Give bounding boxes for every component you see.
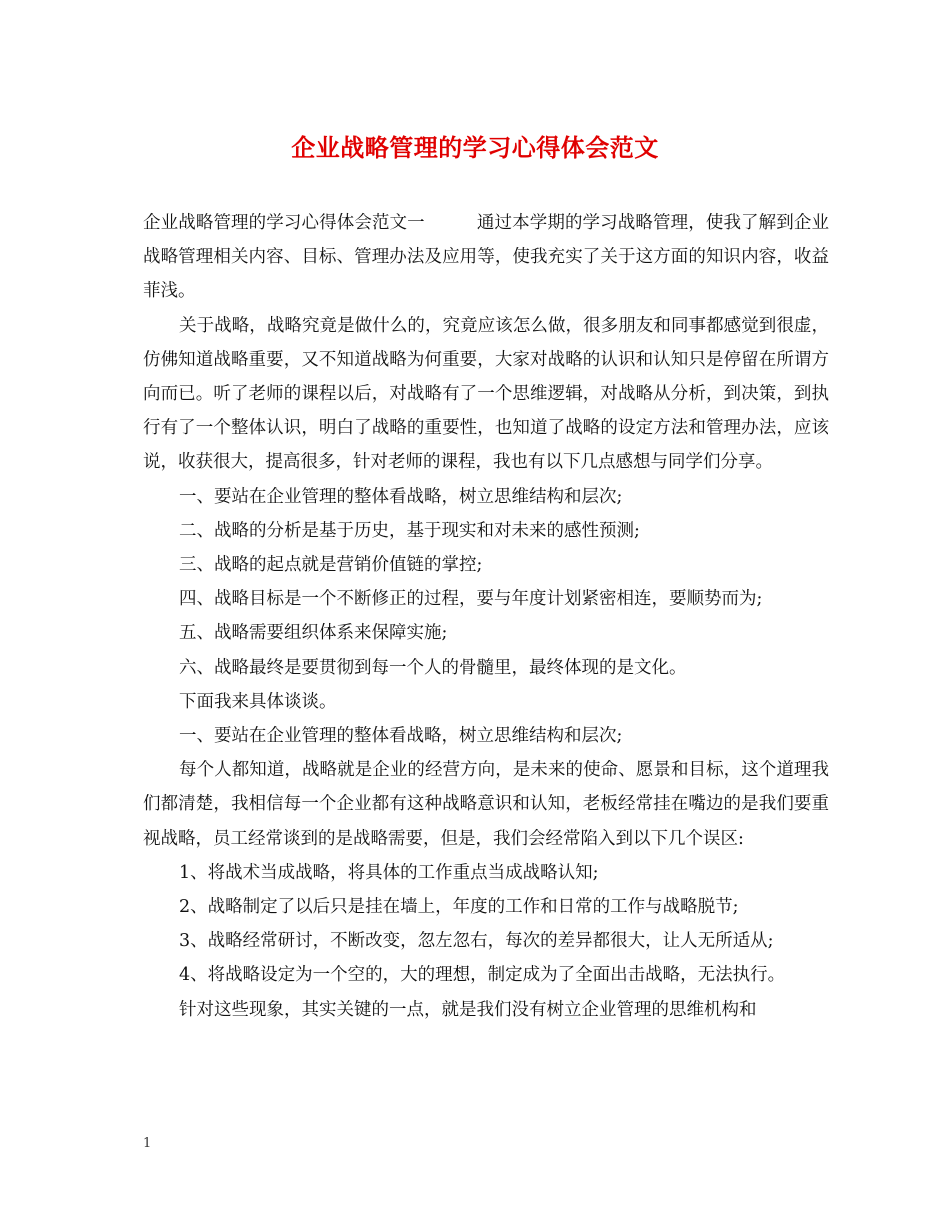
intro-text: 通过本学期的学习战略管理，使我了解到企业战略管理相关内容、目标、管理办法及应用等，使我充实了关于这方面的知识内容，收益菲浅。 [143,213,830,302]
list-item-misconception-1: 1、将战术当成战略，将具体的工作重点当成战略认知; [179,862,599,883]
list-item-misconception-3: 3、战略经常研讨，不断改变，忽左忽右，每次的差异都很大，让人无所适从; [179,931,774,952]
list-item-point-5: 五、战略需要组织体系来保障实施; [179,623,448,644]
list-item-point-6: 六、战略最终是要贯彻到每一个人的骨髓里，最终体现的是文化。 [179,657,687,678]
document-body [143,206,829,1027]
paragraph-key-point: 针对这些现象，其实关键的一点，就是我们没有树立企业管理的思维机构和 [179,999,757,1020]
paragraph-transition: 下面我来具体谈谈。 [179,691,337,712]
list-item-point-3: 三、战略的起点就是营销价值链的掌控; [179,555,483,576]
page-number: 1 [143,1136,152,1151]
list-item-point-4: 四、战略目标是一个不断修正的过程，要与年度计划紧密相连，要顺势而为; [179,589,763,610]
list-item-misconception-2: 2、战略制定了以后只是挂在墙上，年度的工作和日常的工作与战略脱节; [179,897,739,918]
intro-label: 企业战略管理的学习心得体会范文一 [143,213,425,233]
paragraph-strategy-reflection: 关于战略，战略究竟是做什么的，究竟应该怎么做，很多朋友和同事都感觉到很虚，仿佛知道战略重要，又不知道战略为何重要，大家对战略的认识和认知只是停留在所谓方向而已。听了老师的课程以后，对战略有了一个思维逻辑，对战略从分析，到决策，到执行有了一个整体认识，明白了战略的重要性，也知道了战略的设定方法和管理办法，应该说，收获很大，提高很多，针对老师的课程，我也有以下几点感想与同学们分享。 [143,315,829,473]
list-item-point-2: 二、战略的分析是基于历史，基于现实和对未来的感性预测; [179,520,640,541]
list-item-point-1: 一、要站在企业管理的整体看战略，树立思维结构和层次; [179,486,623,507]
list-item-misconception-4: 4、将战略设定为一个空的，大的理想，制定成为了全面出击战略，无法执行。 [179,965,786,986]
intro-paragraph [143,206,829,309]
document-title: 企业战略管理的学习心得体会范文 [291,133,659,162]
section-heading-point-1: 一、要站在企业管理的整体看战略，树立思维结构和层次; [179,726,623,747]
paragraph-common-understanding: 每个人都知道，战略就是企业的经营方向，是未来的使命、愿景和目标，这个道理我们都清楚，我相信每一个企业都有这种战略意识和认知，老板经常挂在嘴边的是我们要重视战略，员工经常谈到的是战略需要，但是，我们会经常陷入到以下几个误区: [143,760,829,849]
